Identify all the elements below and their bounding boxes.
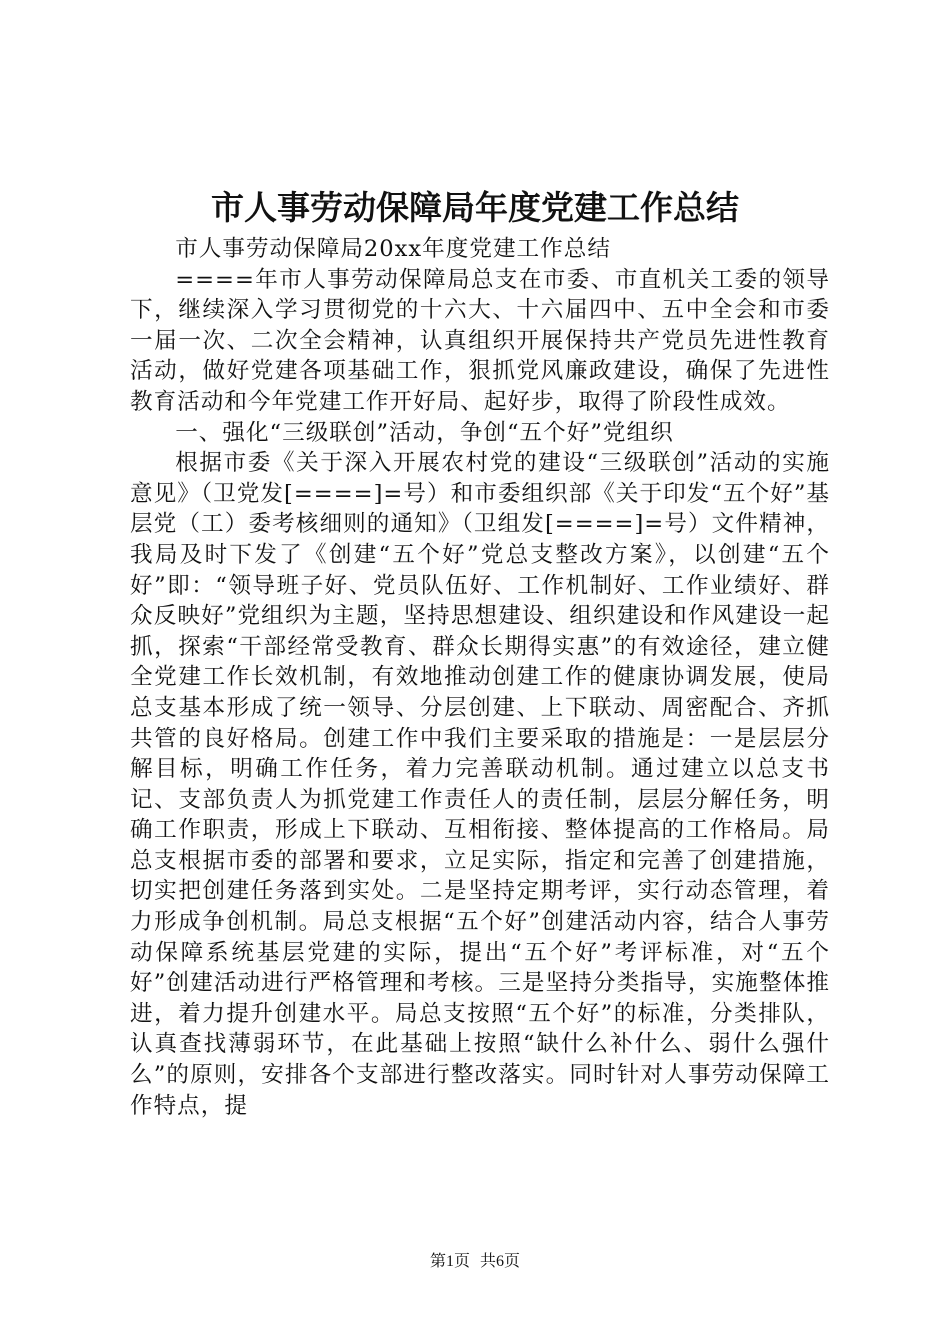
subtitle-paragraph: 市人事劳动保障局20xx年度党建工作总结	[175, 236, 611, 262]
document-body	[130, 234, 830, 1121]
body-paragraph: 根据市委《关于深入开展农村党的建设“三级联创”活动的实施意见》（卫党发[====]=号）和市委组织部《关于印发“五个好”基层党（工）委考核细则的通知》（卫组发[====]=号）文件精神，我局及时下发了《创建“五个好”党总支整改方案》，以创建“五个好”即：“领导班子好、党员队伍好、工作机制好、工作业绩好、群众反映好”党组织为主题，坚持思想建设、组织建设和作风建设一起抓，探索“干部经常受教育、群众长期得实惠”的有效途径，建立健全党建工作长效机制，有效地推动创建工作的健康协调发展，使局总支基本形成了统一领导、分层创建、上下联动、周密配合、齐抓共管的良好格局。创建工作中我们主要采取的措施是：一是层层分解目标，明确工作任务，着力完善联动机制。通过建立以总支书记、支部负责人为抓党建工作责任人的责任制，层层分解任务，明确工作职责，形成上下联动、互相衔接、整体提高的工作格局。局总支根据市委的部署和要求，立足实际，指定和完善了创建措施，切实把创建任务落到实处。二是坚持定期考评，实行动态管理，着力形成争创机制。局总支根据“五个好”创建活动内容，结合人事劳动保障系统基层党建的实际，提出“五个好”考评标准，对“五个好”创建活动进行严格管理和考核。三是坚持分类指导，实施整体推进，着力提升创建水平。局总支按照“五个好”的标准，分类排队，认真查找薄弱环节，在此基础上按照“缺什么补什么、弱什么强什么”的原则，安排各个支部进行整改落实。同时针对人事劳动保障工作特点，提	[130, 450, 830, 1119]
document-title: 市人事劳动保障局年度党建工作总结	[211, 188, 739, 227]
page-total: 共6页	[480, 1253, 521, 1270]
page-footer	[0, 1252, 950, 1272]
intro-paragraph: ====年市人事劳动保障局总支在市委、市直机关工委的领导下，继续深入学习贯彻党的十六大、十六届四中、五中全会和市委一届一次、二次全会精神，认真组织开展保持共产党员先进性教育活动，做好党建各项基础工作，狠抓党风廉政建设，确保了先进性教育活动和今年党建工作开好局、起好步，取得了阶段性成效。	[130, 266, 830, 415]
page-number: 第1页	[429, 1253, 470, 1270]
section-heading: 一、强化“三级联创”活动，争创“五个好”党组织	[175, 419, 674, 446]
